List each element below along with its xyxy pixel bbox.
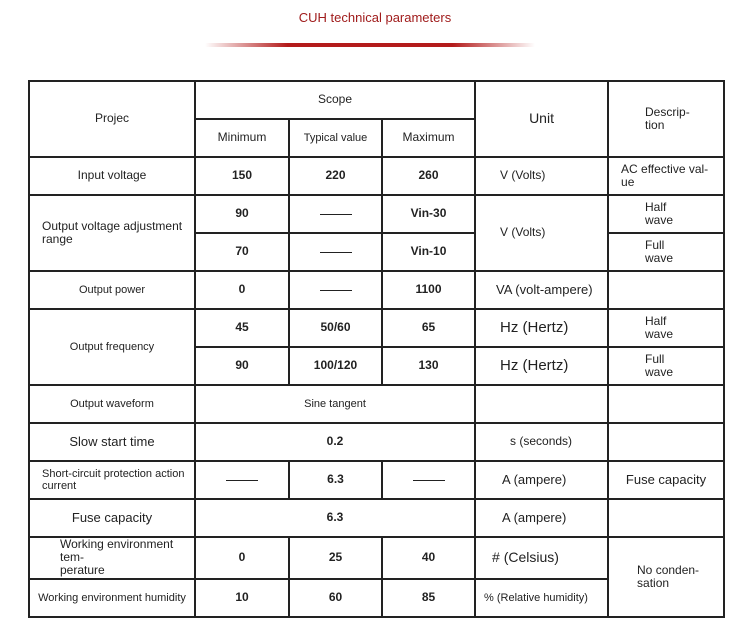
value-min: 70 [195, 233, 289, 271]
value-merged: 6.3 [195, 499, 475, 537]
description-cell: Half wave [608, 309, 724, 347]
param-name: Input voltage [29, 157, 195, 195]
value-typical: 50/60 [289, 309, 382, 347]
value-min: 0 [195, 271, 289, 309]
table-row [29, 461, 724, 499]
description-cell-empty [608, 271, 724, 309]
unit-cell: Hz (Hertz) [475, 347, 608, 385]
description-cell: Half wave [608, 195, 724, 233]
header-minimum: Minimum [195, 119, 289, 157]
description-cell: No conden- sation [608, 537, 724, 617]
table-row [29, 385, 724, 423]
unit-cell-empty [475, 385, 608, 423]
header-description: Descrip- tion [608, 81, 724, 157]
dash-mark [413, 480, 445, 481]
value-min: 90 [195, 347, 289, 385]
header-row [29, 81, 724, 119]
table-row [29, 271, 724, 309]
param-name: Working environment tem- perature [29, 537, 195, 579]
value-min: 45 [195, 309, 289, 347]
dash-mark [320, 290, 352, 291]
unit-cell: V (Volts) [475, 195, 608, 271]
value-merged: Sine tangent [195, 385, 475, 423]
param-name: Short-circuit protection action current [29, 461, 195, 499]
value-max: 85 [382, 579, 475, 617]
description-cell-empty [608, 385, 724, 423]
description-cell: AC effective val- ue [608, 157, 724, 195]
param-name: Slow start time [29, 423, 195, 461]
unit-cell: A (ampere) [475, 499, 608, 537]
unit-cell: s (seconds) [475, 423, 608, 461]
header-unit: Unit [475, 81, 608, 157]
table-row [29, 499, 724, 537]
value-typical: 25 [289, 537, 382, 579]
description-cell-empty [608, 499, 724, 537]
unit-cell: VA (volt-ampere) [475, 271, 608, 309]
header-typical: Typical value [289, 119, 382, 157]
param-name: Output frequency [29, 309, 195, 385]
value-typical-empty [289, 271, 382, 309]
unit-cell: A (ampere) [475, 461, 608, 499]
value-typical: 6.3 [289, 461, 382, 499]
value-min: 150 [195, 157, 289, 195]
param-name: Fuse capacity [29, 499, 195, 537]
value-typical: 60 [289, 579, 382, 617]
value-min-empty [195, 461, 289, 499]
unit-cell: Hz (Hertz) [475, 309, 608, 347]
value-min: 0 [195, 537, 289, 579]
unit-cell: V (Volts) [475, 157, 608, 195]
description-cell: Full wave [608, 347, 724, 385]
value-typical-empty [289, 195, 382, 233]
parameters-table [28, 80, 725, 618]
value-min: 10 [195, 579, 289, 617]
value-max: Vin-30 [382, 195, 475, 233]
table-row [29, 157, 724, 195]
header-scope: Scope [195, 81, 475, 119]
description-cell: Fuse capacity [608, 461, 724, 499]
header-maximum: Maximum [382, 119, 475, 157]
dash-mark [320, 252, 352, 253]
value-typical: 220 [289, 157, 382, 195]
param-name: Output voltage adjustment range [29, 195, 195, 271]
table-row [29, 309, 724, 347]
value-max: Vin-10 [382, 233, 475, 271]
table-row [29, 537, 724, 579]
page-title: CUH technical parameters [298, 10, 452, 25]
param-name: Output power [29, 271, 195, 309]
value-typical: 100/120 [289, 347, 382, 385]
value-max-empty [382, 461, 475, 499]
dash-mark [226, 480, 258, 481]
unit-cell: % (Relative humidity) [475, 579, 608, 617]
value-max: 40 [382, 537, 475, 579]
param-name: Output waveform [29, 385, 195, 423]
table-row [29, 423, 724, 461]
value-min: 90 [195, 195, 289, 233]
table-row [29, 195, 724, 233]
value-merged: 0.2 [195, 423, 475, 461]
header-project: Projec [29, 81, 195, 157]
unit-cell: # (Celsius) [475, 537, 608, 579]
value-max: 130 [382, 347, 475, 385]
title-underline [205, 43, 535, 47]
description-cell: Full wave [608, 233, 724, 271]
description-cell-empty [608, 423, 724, 461]
value-max: 260 [382, 157, 475, 195]
value-typical-empty [289, 233, 382, 271]
param-name: Working environment humidity [29, 579, 195, 617]
dash-mark [320, 214, 352, 215]
value-max: 1100 [382, 271, 475, 309]
value-max: 65 [382, 309, 475, 347]
